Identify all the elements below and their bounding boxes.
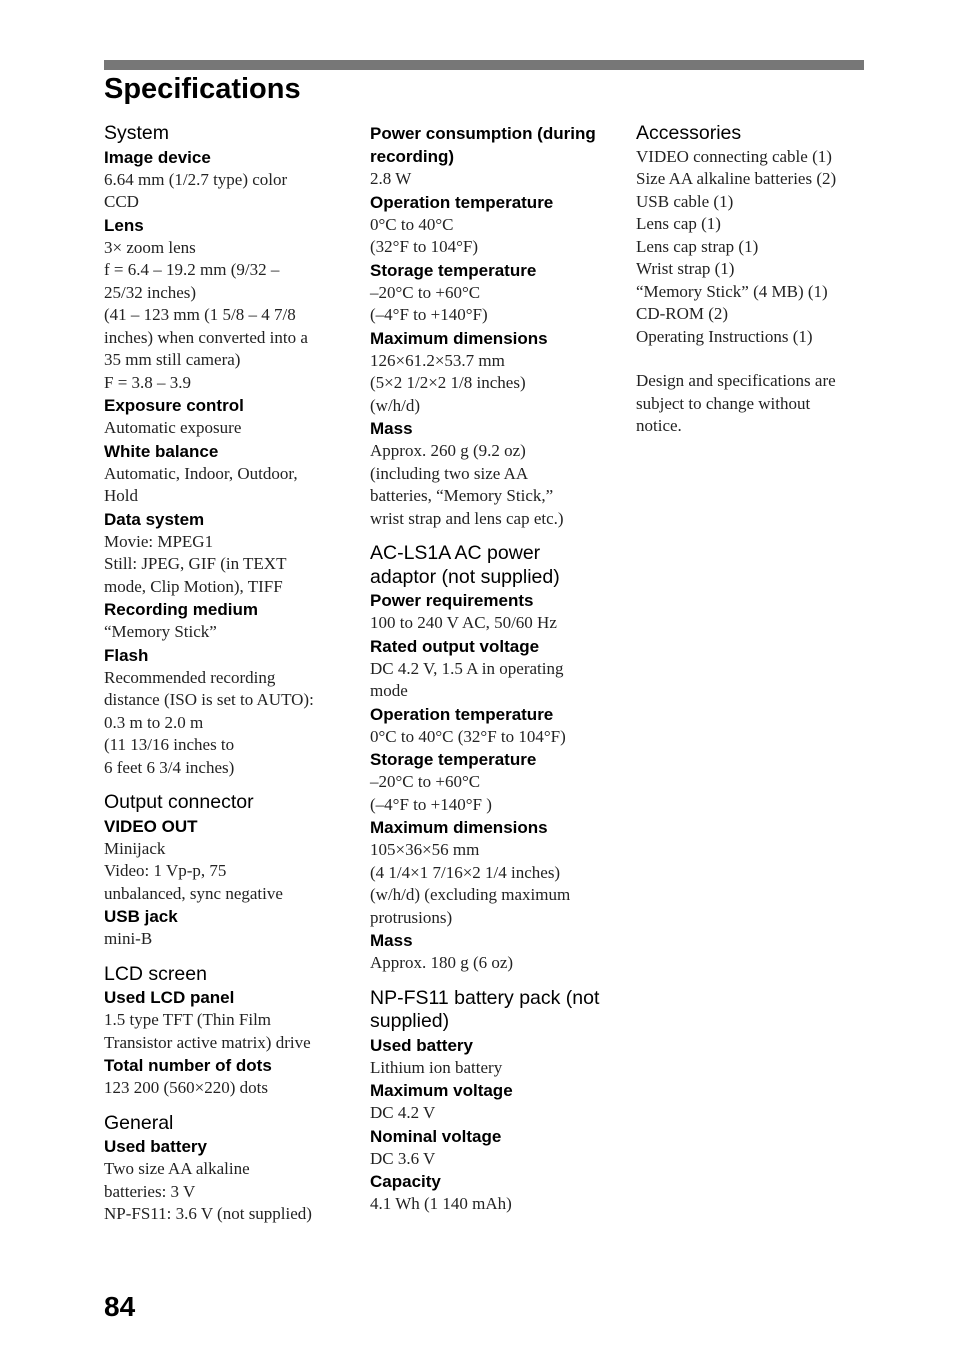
spec-value-line: wrist strap and lens cap etc.) [370,508,564,528]
spec-value-line: (5×2 1/2×2 1/8 inches) [370,373,526,392]
spec-value-line: DC 3.6 V [370,1148,436,1168]
spec-value-line: –20°C to +60°C [370,772,481,791]
spec-value-line: (w/h/d) (excluding maximum [370,885,571,904]
spec-term: Image device [104,147,211,167]
spec-value-line: mode [370,681,408,700]
spec-section [104,122,344,779]
spec-value-line: NP-FS11: 3.6 V (not supplied) [104,1204,312,1223]
spec-term: Operation temperature [370,192,554,212]
spec-term: Power requirements [370,591,534,610]
spec-value-line: 4.1 Wh (1 140 mAh) [370,1194,512,1213]
section-heading: Output connector [104,791,254,813]
spec-column-3 [636,122,876,450]
spec-term: Exposure control [104,396,244,415]
spec-value-line: (including two size AA [370,463,529,483]
spec-value-line: 123 200 (560×220) dots [104,1078,268,1097]
spec-section [104,963,344,1100]
spec-value-line: Operating Instructions (1) [636,326,813,346]
section-heading: AC-LS1A AC power adaptor (not supplied) [370,542,560,588]
spec-term: Storage temperature [370,260,537,280]
spec-value-line: inches) when converted into a [104,327,308,347]
spec-term: VIDEO OUT [104,816,198,836]
spec-term: Rated output voltage [370,636,540,656]
spec-term: Storage temperature [370,750,537,769]
spec-value-line: Two size AA alkaline [104,1159,250,1178]
spec-term: Flash [104,645,149,665]
spec-term: Operation temperature [370,704,554,724]
title-rule [104,60,864,70]
spec-value-line: (–4°F to +140°F) [370,305,488,324]
spec-section [636,122,876,438]
spec-section [104,791,344,951]
spec-value-line: 35 mm still camera) [104,350,241,369]
spec-value-line: (32°F to 104°F) [370,237,479,256]
spec-value-line: 1.5 type TFT (Thin Film [104,1010,272,1029]
spec-section [104,1112,344,1226]
spec-value-line: 6 feet 6 3/4 inches) [104,757,235,777]
spec-value-line: (w/h/d) [370,395,421,415]
spec-value-line: subject to change without [636,393,811,413]
spec-value-line: DC 4.2 V [370,1103,436,1122]
spacer [636,348,876,370]
spec-value-line: Transistor active matrix) drive [104,1032,311,1052]
spec-value-line: Still: JPEG, GIF (in TEXT [104,554,287,573]
spec-value-line: Movie: MPEG1 [104,531,214,551]
spec-value-line: Automatic, Indoor, Outdoor, [104,463,298,483]
spec-value-line: “Memory Stick” [104,622,217,641]
spec-value-line: mini-B [104,929,153,948]
spec-section [370,122,610,530]
spec-value-line: F = 3.8 – 3.9 [104,372,192,392]
spec-value-line: 0°C to 40°C [370,214,454,234]
spec-value-line: 25/32 inches) [104,282,197,302]
spec-value-line: 100 to 240 V AC, 50/60 Hz [370,613,557,632]
spec-term: Capacity [370,1172,441,1191]
spec-value-line: Design and specifications are [636,371,836,390]
spec-value-line: Lithium ion battery [370,1057,503,1077]
spec-value-line: 3× zoom lens [104,237,196,257]
spec-value-line: Lens cap strap (1) [636,236,759,256]
spec-term: Maximum voltage [370,1081,513,1100]
section-heading: System [104,122,170,144]
spec-term: Used battery [104,1137,207,1156]
spec-value-line: Size AA alkaline batteries (2) [636,169,837,188]
spec-value-line: batteries: 3 V [104,1181,196,1201]
spec-term: Mass [370,419,413,438]
section-heading: NP-FS11 battery pack (not supplied) [370,986,600,1032]
spec-value-line: Video: 1 Vp-p, 75 [104,861,227,880]
spec-term: Total number of dots [104,1056,272,1075]
spec-value-line: Automatic exposure [104,418,242,437]
spec-value-line: 0.3 m to 2.0 m [104,712,204,732]
spec-value-line: (4 1/4×1 7/16×2 1/4 inches) [370,862,561,882]
spec-value-line: batteries, “Memory Stick,” [370,486,554,505]
spec-value-line: 105×36×56 mm [370,840,480,859]
spec-term: Data system [104,509,205,529]
spec-term: White balance [104,441,219,461]
spec-value-line: 0°C to 40°C (32°F to 104°F) [370,726,566,746]
spec-value-line: DC 4.2 V, 1.5 A in operating [370,658,564,678]
spec-term: Lens [104,215,144,235]
spec-term: Used LCD panel [104,988,235,1007]
spec-column-1 [104,122,344,1238]
spec-column-2 [370,122,610,1228]
spec-value-line: Lens cap (1) [636,214,721,233]
page-title: Specifications [104,73,301,105]
spec-value-line: USB cable (1) [636,191,734,211]
spec-value-line: Minijack [104,838,166,858]
spec-value-line: notice. [636,416,682,435]
section-heading: General [104,1111,174,1134]
spec-value-line: “Memory Stick” (4 MB) (1) [636,281,828,301]
spec-term: USB jack [104,907,178,926]
spec-value-line: (11 13/16 inches to [104,735,235,754]
spec-value-line: mode, Clip Motion), TIFF [104,576,283,596]
spec-term: Power consumption (during recording) [370,124,596,166]
spec-value-line: 2.8 W [370,169,412,188]
spec-term: Maximum dimensions [370,328,548,348]
spec-value-line: (41 – 123 mm (1 5/8 – 4 7/8 [104,305,296,324]
spec-value-line: VIDEO connecting cable (1) [636,146,832,166]
spec-value-line: Approx. 180 g (6 oz) [370,953,514,972]
spec-value-line: –20°C to +60°C [370,282,481,302]
spec-value-line: Recommended recording [104,667,276,687]
spec-section [370,542,610,975]
spec-value-line: 6.64 mm (1/2.7 type) color [104,169,288,189]
spec-term: Mass [370,931,413,950]
spec-value-line: Hold [104,486,138,505]
section-heading: Accessories [636,122,742,144]
page-number: 84 [104,1291,136,1322]
spec-value-line: CCD [104,192,139,211]
spec-value-line: distance (ISO is set to AUTO): [104,690,314,709]
spec-value-line: CD-ROM (2) [636,304,729,323]
spec-term: Used battery [370,1035,473,1055]
spec-term: Maximum dimensions [370,818,548,837]
spec-term: Nominal voltage [370,1126,502,1146]
spec-value-line: 126×61.2×53.7 mm [370,350,505,370]
spec-section [370,987,610,1216]
spec-value-line: protrusions) [370,907,453,927]
section-heading: LCD screen [104,962,207,985]
spec-value-line: Approx. 260 g (9.2 oz) [370,441,526,460]
spec-value-line: unbalanced, sync negative [104,883,283,903]
spec-value-line: Wrist strap (1) [636,259,735,278]
spec-value-line: (–4°F to +140°F ) [370,794,492,814]
spec-value-line: f = 6.4 – 19.2 mm (9/32 – [104,260,280,279]
spec-term: Recording medium [104,600,258,619]
